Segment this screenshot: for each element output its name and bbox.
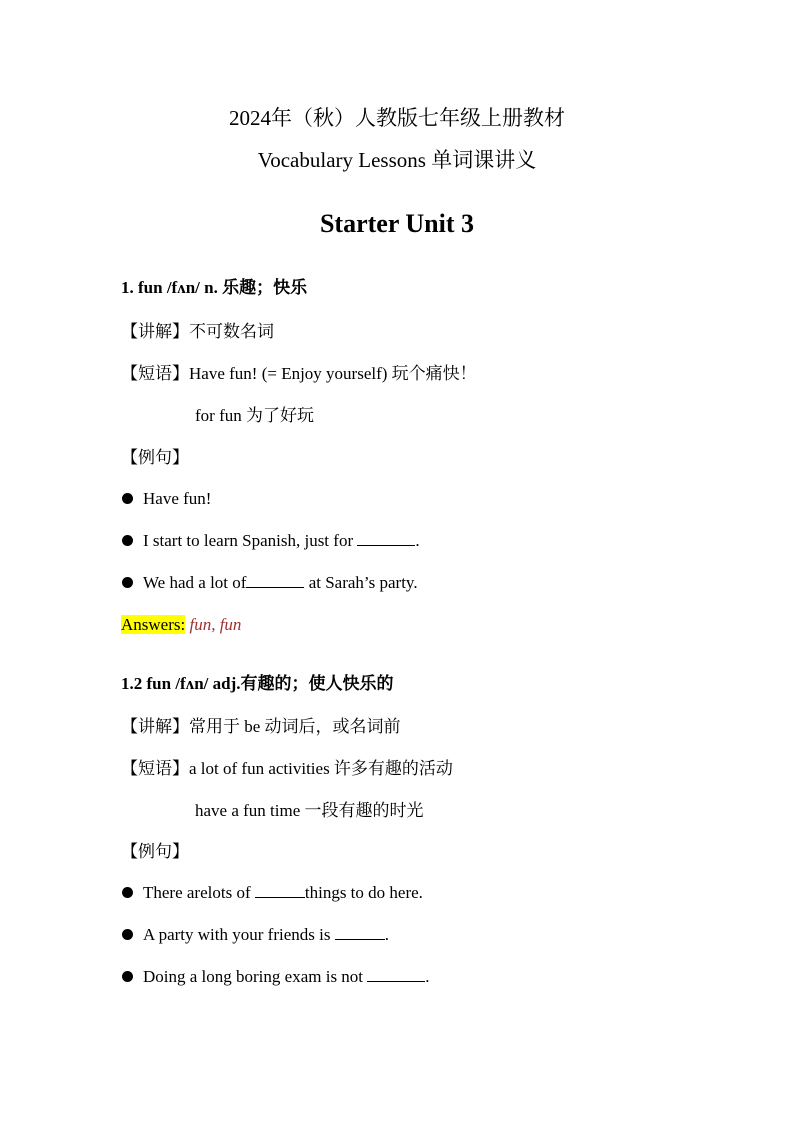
bullet-icon (122, 577, 133, 588)
bullet-icon (122, 887, 133, 898)
example-sentence (143, 488, 211, 510)
answer-blank (357, 530, 415, 546)
answer-blank (246, 572, 304, 588)
answer-blank (335, 924, 385, 940)
example-text: There arelots of (143, 883, 255, 902)
example-text: Doing a long boring exam is not (143, 967, 368, 986)
phrase-text: Have fun! (= Enjoy yourself) 玩个痛快！ (189, 364, 477, 383)
example-sentence (143, 924, 389, 946)
example-text: . (425, 967, 430, 986)
phrase-row (121, 758, 453, 780)
phrase-text: have a fun time 一段有趣的时光 (195, 801, 424, 820)
explain-text: 常用于 be 动词后，或名词前 (189, 717, 401, 736)
example-text: I start to learn Spanish, just for (143, 531, 358, 550)
bullet-icon (122, 971, 133, 982)
bullet-icon (122, 535, 133, 546)
unit-title: Starter Unit 3 (319, 209, 475, 238)
example-sentence (143, 572, 418, 594)
entry-heading: 1.2 fun /fʌn/ adj.有趣的；使人快乐的 (121, 674, 394, 693)
explain-tag: 【讲解】 (121, 717, 189, 736)
answers-text: fun, fun (185, 615, 242, 634)
phrase-text: for fun 为了好玩 (195, 406, 314, 425)
bullet-icon (122, 929, 133, 940)
answers-row (121, 614, 241, 636)
phrase-tag: 【短语】 (121, 364, 189, 383)
example-sentence (143, 530, 420, 552)
example-text: . (384, 925, 389, 944)
example-text: A party with your friends is (143, 925, 335, 944)
explain-row (121, 321, 274, 343)
entry-heading: 1. fun /fʌn/ n. 乐趣；快乐 (121, 278, 308, 297)
answer-blank (367, 966, 425, 982)
explain-row (121, 716, 401, 738)
document-subtitle: Vocabulary Lessons 单词课讲义 (257, 148, 537, 172)
example-sentence (143, 882, 423, 904)
example-text: things to do here. (304, 883, 423, 902)
example-text: at Sarah’s party. (304, 573, 418, 592)
explain-text: 不可数名词 (189, 322, 274, 341)
answers-label: Answers: (121, 615, 186, 634)
bullet-icon (122, 493, 133, 504)
phrase-text: a lot of fun activities 许多有趣的活动 (189, 759, 453, 778)
example-text: . (415, 531, 420, 550)
document-title: 2024年（秋）人教版七年级上册教材 (229, 106, 565, 130)
explain-tag: 【讲解】 (121, 322, 189, 341)
example-text: We had a lot of (143, 573, 247, 592)
example-text: Have fun! (143, 489, 212, 508)
example-sentence (143, 966, 430, 988)
answer-blank (255, 882, 305, 898)
example-tag: 【例句】 (121, 842, 189, 861)
phrase-tag: 【短语】 (121, 759, 189, 778)
example-tag: 【例句】 (121, 448, 189, 467)
phrase-row (121, 363, 477, 385)
